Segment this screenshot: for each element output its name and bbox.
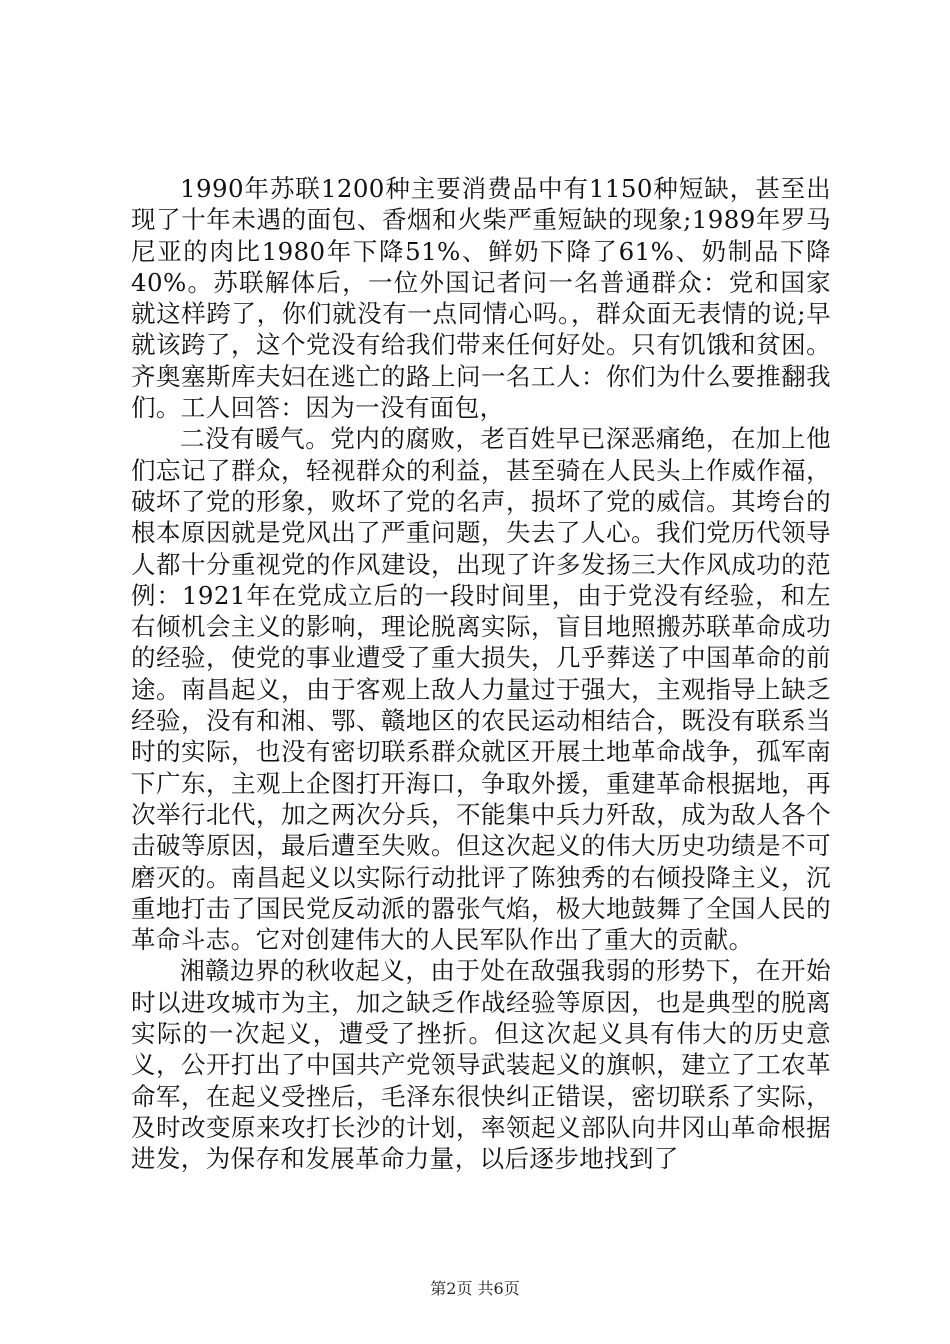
- page-number-footer: 第2页 共6页: [430, 1279, 520, 1298]
- paragraph-3: 湘赣边界的秋收起义，由于处在敌强我弱的形势下，在开始时以进攻城市为主，加之缺乏作战经验等原因，也是典型的脱离实际的一次起义，遭受了挫折。但这次起义具有伟大的历史意义，公开打出了中国共产党领导武装起义的旗帜，建立了工农革命军，在起义受挫后，毛泽东很快纠正错误，密切联系了实际，及时改变原来攻打长沙的计划，率领起义部队向井冈山革命根据进发，为保存和发展革命力量，以后逐步地找到了: [131, 956, 831, 1174]
- document-body: [131, 173, 831, 1175]
- paragraph-2: 二没有暖气。党内的腐败，老百姓早已深恶痛绝，在加上他们忘记了群众，轻视群众的利益，甚至骑在人民头上作威作福，破坏了党的形象，败坏了党的名声，损坏了党的威信。其垮台的根本原因就是党风出了严重问题，失去了人心。我们党历代领导人都十分重视党的作风建设，出现了许多发扬三大作风成功的范例：1921年在党成立后的一段时间里，由于党没有经验，和左右倾机会主义的影响，理论脱离实际，盲目地照搬苏联革命成功的经验，使党的事业遭受了重大损失，几乎葬送了中国革命的前途。南昌起义，由于客观上敌人力量过于强大，主观指导上缺乏经验，没有和湘、鄂、赣地区的农民运动相结合，既没有联系当时的实际，也没有密切联系群众就区开展土地革命战争，孤军南下广东，主观上企图打开海口，争取外援，重建革命根据地，再次举行北代，加之两次分兵，不能集中兵力歼敌，成为敌人各个击破等原因，最后遭至失败。但这次起义的伟大历史功绩是不可磨灭的。南昌起义以实际行动批评了陈独秀的右倾投降主义，沉重地打击了国民党反动派的嚣张气焰，极大地鼓舞了全国人民的革命斗志。它对创建伟大的人民军队作出了重大的贡献。: [131, 424, 831, 955]
- paragraph-1: 1990年苏联1200种主要消费品中有1150种短缺，甚至出现了十年未遇的面包、香烟和火柴严重短缺的现象;1989年罗马尼亚的肉比1980年下降51%、鲜奶下降了61%、奶制品下降40%。苏联解体后，一位外国记者问一名普通群众：党和国家就这样跨了，你们就没有一点同情心吗。，群众面无表情的说;早就该跨了，这个党没有给我们带来任何好处。只有饥饿和贫困。齐奥塞斯库夫妇在逃亡的路上问一名工人：你们为什么要推翻我们。工人回答：因为一没有面包，: [131, 174, 831, 423]
